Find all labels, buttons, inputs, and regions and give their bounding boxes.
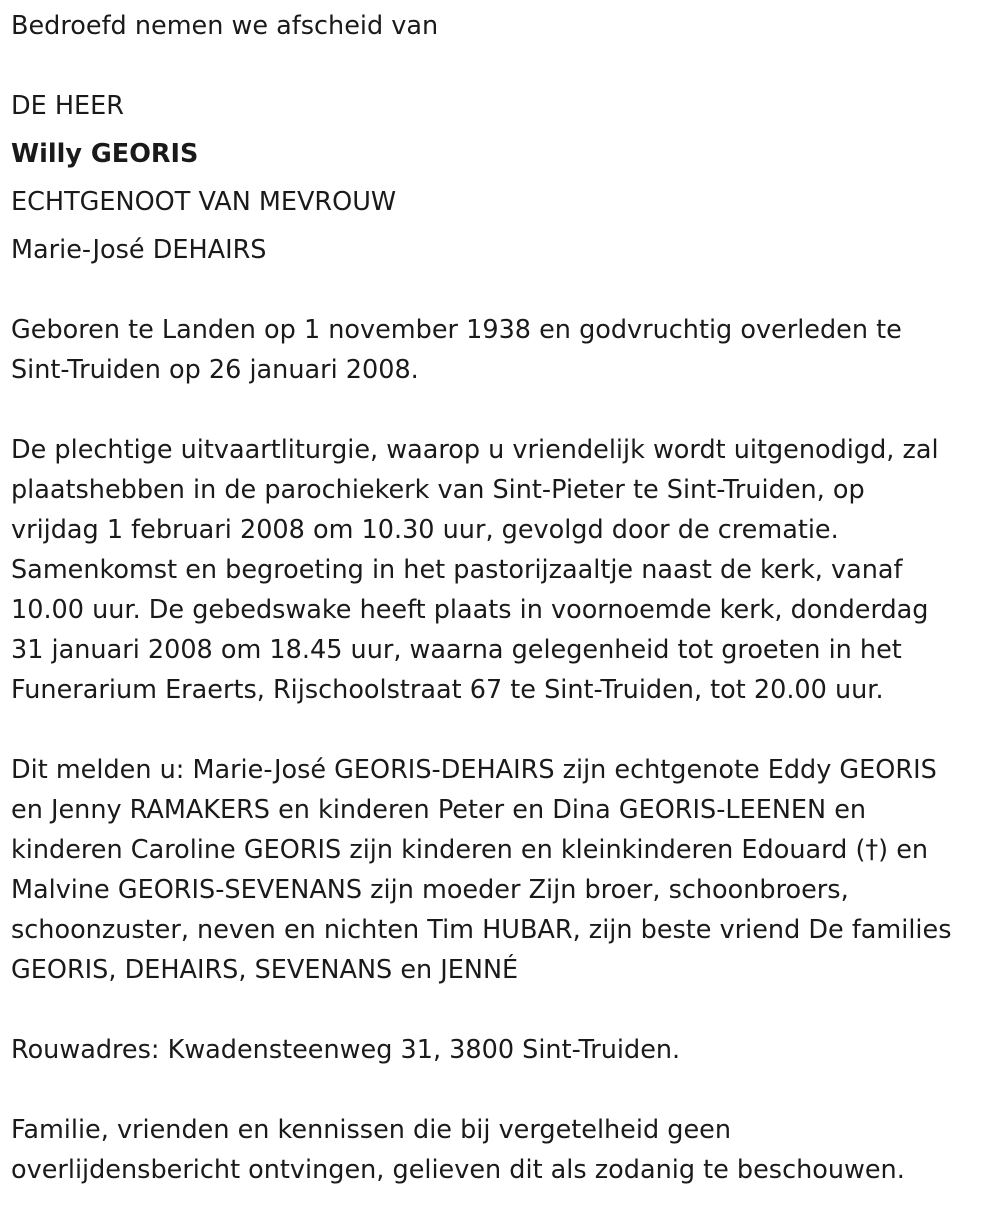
paragraph-line: GEORIS, DEHAIRS, SEVENANS en JENNÉ — [11, 955, 519, 985]
mourning-address: Rouwadres: Kwadensteenweg 31, 3800 Sint-Truiden. — [11, 1035, 681, 1065]
paragraph-line: en Jenny RAMAKERS en kinderen Peter en Dina GEORIS-LEENEN en — [11, 795, 867, 825]
honorific-title: DE HEER — [11, 91, 124, 121]
paragraph-line: Malvine GEORIS-SEVENANS zijn moeder Zijn broer, schoonbroers, — [11, 875, 849, 905]
paragraph-line: Dit melden u: Marie-José GEORIS-DEHAIRS zijn echtgenote Eddy GEORIS — [11, 755, 937, 785]
paragraph-line: De plechtige uitvaartliturgie, waarop u vriendelijk wordt uitgenodigd, zal — [11, 435, 939, 465]
paragraph-line: Sint-Truiden op 26 januari 2008. — [11, 355, 419, 385]
spouse-name: Marie-José DEHAIRS — [11, 235, 267, 265]
family-paragraph — [11, 750, 952, 990]
paragraph-line: overlijdensbericht ontvingen, gelieven dit als zodanig te beschouwen. — [11, 1155, 905, 1185]
intro-text: Bedroefd nemen we afscheid van — [11, 11, 439, 41]
deceased-name: Willy GEORIS — [11, 139, 199, 169]
paragraph-line: plaatshebben in de parochiekerk van Sint-Pieter te Sint-Truiden, op — [11, 475, 865, 505]
paragraph-line: Samenkomst en begroeting in het pastorijzaaltje naast de kerk, vanaf — [11, 555, 903, 585]
birth-death-paragraph — [11, 310, 902, 390]
paragraph-line: Geboren te Landen op 1 november 1938 en godvruchtig overleden te — [11, 315, 902, 345]
funeral-paragraph — [11, 430, 939, 710]
paragraph-line: 31 januari 2008 om 18.45 uur, waarna gelegenheid tot groeten in het — [11, 635, 902, 665]
closing-paragraph — [11, 1110, 905, 1190]
paragraph-line: schoonzuster, neven en nichten Tim HUBAR, zijn beste vriend De families — [11, 915, 952, 945]
spouse-label: ECHTGENOOT VAN MEVROUW — [11, 187, 397, 217]
paragraph-line: 10.00 uur. De gebedswake heeft plaats in voornoemde kerk, donderdag — [11, 595, 929, 625]
paragraph-line: kinderen Caroline GEORIS zijn kinderen en kleinkinderen Edouard (†) en — [11, 835, 929, 865]
paragraph-line: Funerarium Eraerts, Rijschoolstraat 67 te Sint-Truiden, tot 20.00 uur. — [11, 675, 884, 705]
paragraph-line: Familie, vrienden en kennissen die bij vergetelheid geen — [11, 1115, 731, 1145]
paragraph-line: vrijdag 1 februari 2008 om 10.30 uur, gevolgd door de crematie. — [11, 515, 839, 545]
